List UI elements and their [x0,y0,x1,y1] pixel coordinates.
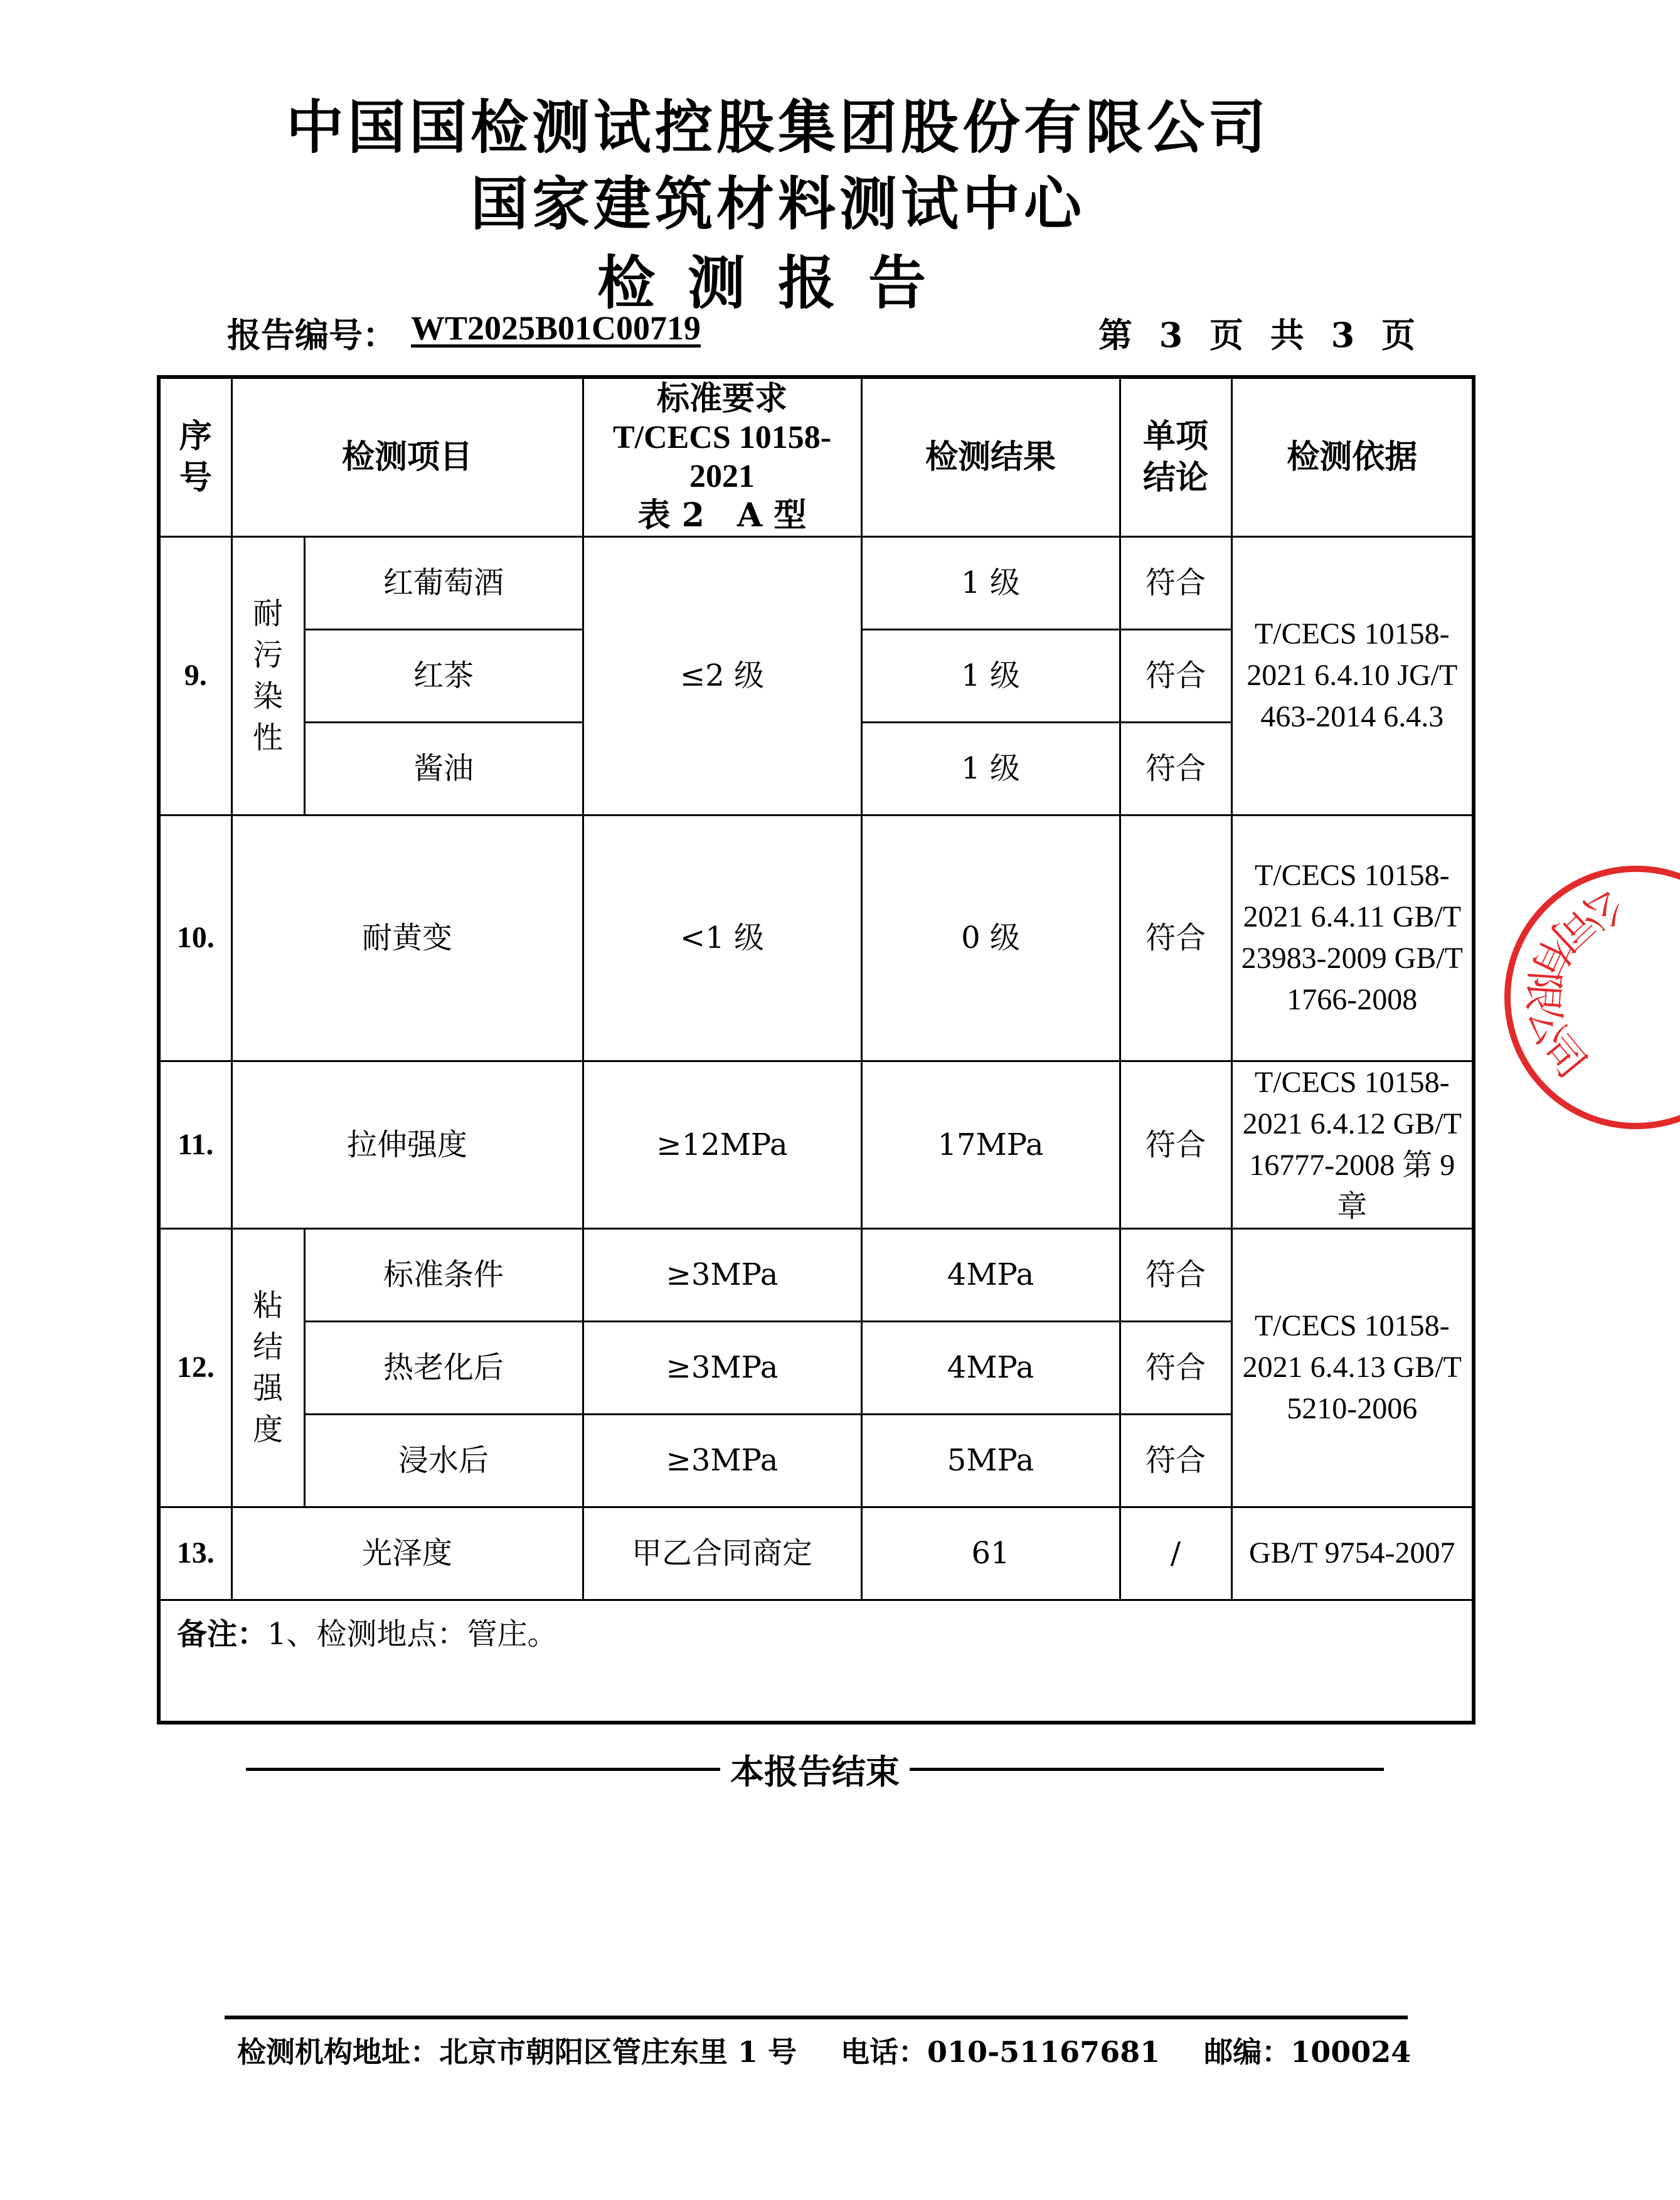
requirement: <1 级 [583,815,861,1061]
sub-item: 红茶 [304,629,583,722]
requirement: ≥3MPa [583,1414,861,1507]
report-title: 检测报告 [597,249,959,317]
conclusion: 符合 [1120,1061,1231,1228]
report-number: WT2025B01C00719 [411,309,701,347]
header-conclusion: 单项结论 [1120,377,1231,536]
result: 4MPa [861,1228,1120,1321]
conclusion: 符合 [1120,815,1231,1061]
row-seq: 12. [159,1228,231,1507]
requirement: ≤2 级 [583,536,861,815]
result: 5MPa [861,1414,1120,1507]
footer-phone: 电话：010-51167681 [841,2035,1161,2069]
requirement: 甲乙合同商定 [583,1507,861,1600]
sub-item: 红葡萄酒 [304,536,583,629]
header-item: 检测项目 [231,377,583,536]
end-divider-right [910,1768,1384,1771]
item: 拉伸强度 [231,1061,583,1228]
sub-item: 标准条件 [304,1228,583,1321]
header-standard-line1: 标准要求 [657,379,788,418]
result: 61 [861,1507,1120,1600]
conclusion: 符合 [1120,722,1231,815]
conclusion: 符合 [1120,1321,1231,1414]
item: 耐黄变 [231,815,583,1061]
requirement: ≥3MPa [583,1228,861,1321]
footer [237,2029,1412,2071]
header-standard-line3: 表 2 A 型 [637,496,807,534]
conclusion: / [1120,1507,1231,1600]
remark-text: 1、检测地点：管庄。 [267,1616,558,1652]
header-result: 检测结果 [861,377,1120,536]
sub-item: 酱油 [304,722,583,815]
header-basis: 检测依据 [1231,377,1474,536]
official-seal-stamp [1492,853,1680,1142]
footer-address: 检测机构地址：北京市朝阳区管庄东里 1 号 [237,2035,797,2069]
footer-postcode: 邮编：100024 [1204,2035,1412,2069]
sub-item: 浸水后 [304,1414,583,1507]
row-seq: 9. [159,536,231,815]
result: 1 级 [861,629,1120,722]
basis: GB/T 9754-2007 [1231,1507,1474,1600]
conclusion: 符合 [1120,536,1231,629]
basis: T/CECS 10158-2021 6.4.12 GB/T 16777-2008 第 9 章 [1231,1061,1474,1228]
result: 0 级 [861,815,1120,1061]
conclusion: 符合 [1120,1228,1231,1321]
group-label: 粘结强度 [231,1228,304,1507]
basis: T/CECS 10158-2021 6.4.10 JG/T 463-2014 6.4.3 [1231,536,1474,815]
table-row [159,536,1474,629]
table-row [159,1061,1474,1228]
remark-label: 备注： [177,1616,268,1652]
page-info: 第 3 页 共 3 页 [1098,315,1423,355]
table-row [159,1507,1474,1600]
group-label: 耐污染性 [231,536,304,815]
row-seq: 13. [159,1507,231,1600]
conclusion: 符合 [1120,629,1231,722]
report-number-label: 报告编号： [227,315,396,355]
result: 17MPa [861,1061,1120,1228]
remark-row [159,1600,1474,1723]
test-results-table [157,375,1475,1724]
requirement: ≥3MPa [583,1321,861,1414]
table-row [159,1228,1474,1321]
remark-cell [159,1600,1474,1723]
seal-text: 公司有限公司 [1518,881,1629,1087]
result: 1 级 [861,722,1120,815]
result: 1 级 [861,536,1120,629]
header-standard [583,377,861,536]
row-seq: 11. [159,1061,231,1228]
header-standard-line2: T/CECS 10158-2021 [612,419,832,494]
conclusion: 符合 [1120,1414,1231,1507]
requirement: ≥12MPa [583,1061,861,1228]
center-name: 国家建筑材料测试中心 [470,170,1085,238]
table-row [159,815,1474,1061]
report-end-text: 本报告结束 [730,1751,900,1792]
item: 光泽度 [231,1507,583,1600]
table-header-row [159,377,1474,536]
basis: T/CECS 10158-2021 6.4.13 GB/T 5210-2006 [1231,1228,1474,1507]
header-seq: 序号 [159,377,231,536]
footer-divider [225,2016,1408,2019]
row-seq: 10. [159,815,231,1061]
company-name: 中国国检测试控股集团股份有限公司 [285,93,1270,161]
result: 4MPa [861,1321,1120,1414]
sub-item: 热老化后 [304,1321,583,1414]
basis: T/CECS 10158-2021 6.4.11 GB/T 23983-2009 GB/T 1766-2008 [1231,815,1474,1061]
end-divider-left [246,1768,720,1771]
